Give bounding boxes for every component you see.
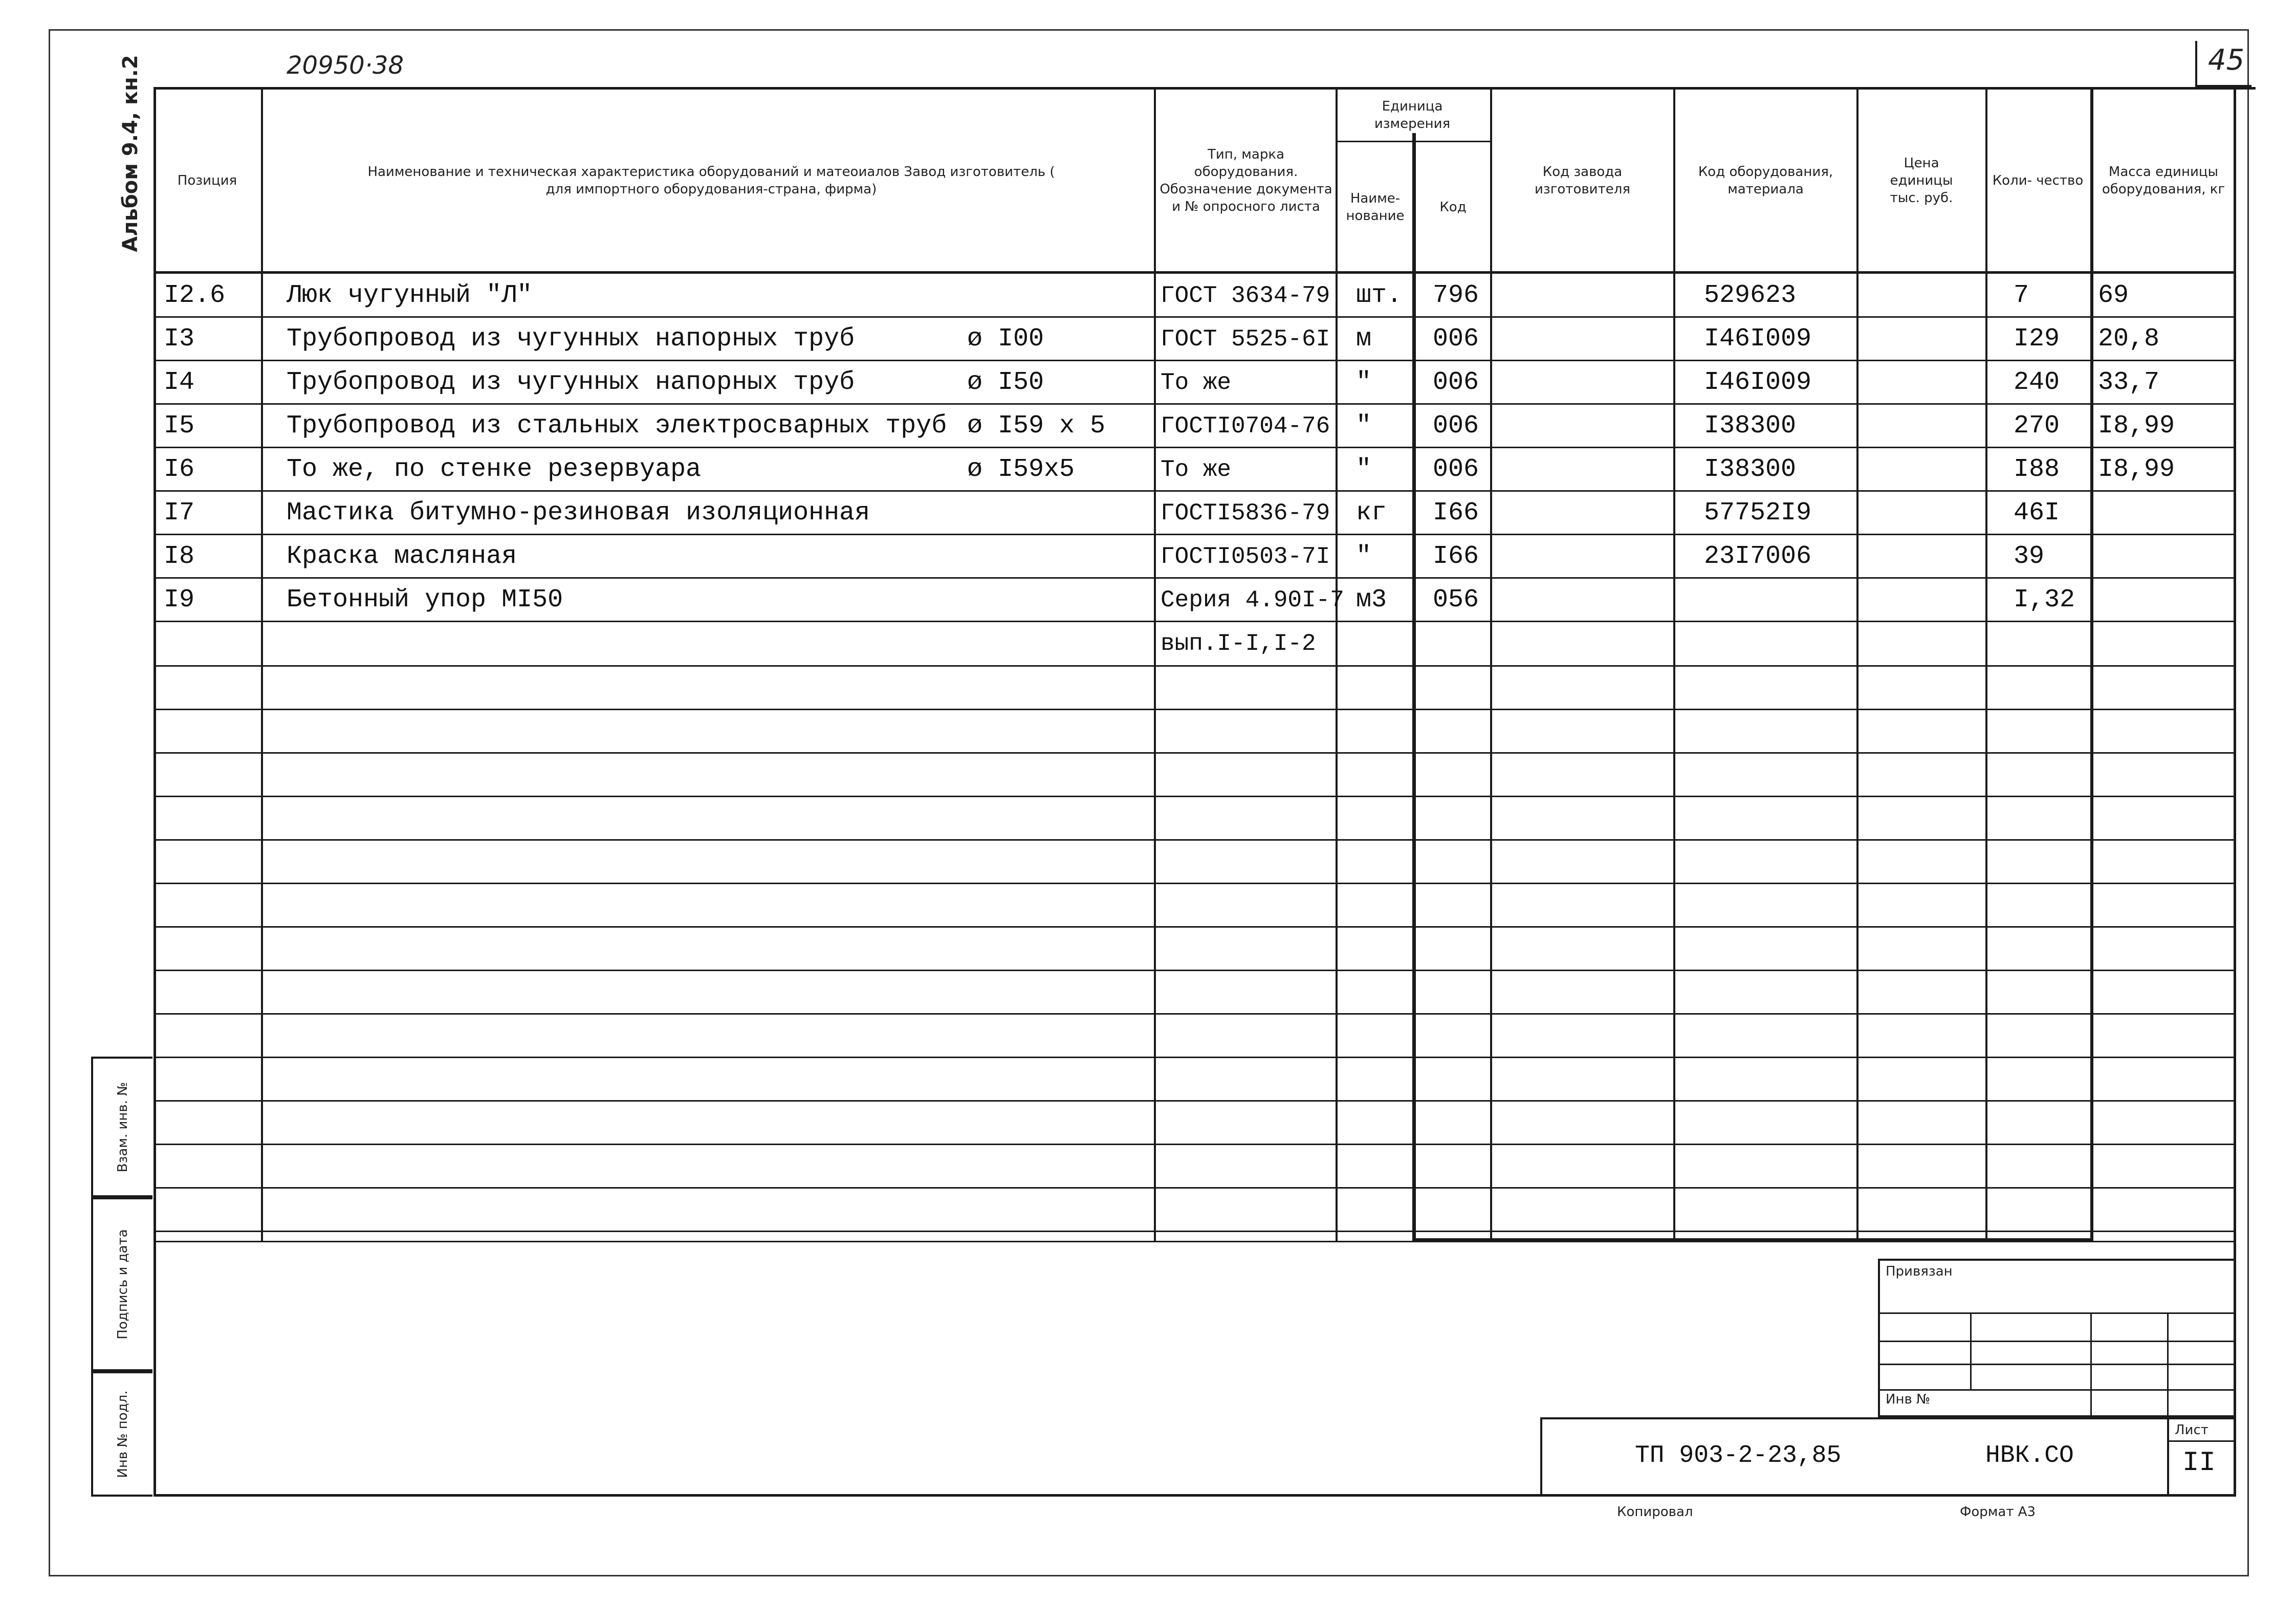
sheet-vline: [2167, 1417, 2169, 1497]
cell-type: ГОСТI0503-7I: [1161, 543, 1330, 570]
col-line-6: [1673, 87, 1675, 1241]
cell-mass: I8,99: [2098, 411, 2175, 441]
cell-type: ГОСТI5836-79: [1161, 500, 1330, 527]
cell-position: I3: [164, 324, 195, 354]
cell-unit: ": [1356, 411, 1372, 441]
cell-unit: шт.: [1356, 281, 1403, 310]
cell-equipment-code: I46I009: [1704, 368, 1812, 397]
cell-type: ГОСТI0704-76: [1161, 413, 1330, 440]
format-label: Формат А3: [1960, 1504, 2036, 1520]
cell-unit: ": [1356, 542, 1372, 571]
privyazan-rule-3: [1878, 1364, 2236, 1365]
col-header-unit-group: Единица измерения: [1374, 99, 1451, 131]
header-bottom-rule: [154, 271, 2236, 274]
col-header-factory-code: Код завода изготовителя: [1535, 164, 1630, 197]
cell-unit-code: I66: [1433, 498, 1479, 528]
page-number: 45: [2208, 43, 2245, 77]
row-rule: [154, 1057, 2236, 1058]
cell-unit-code: I66: [1433, 542, 1479, 571]
cell-type: вып.I-I,I-2: [1161, 630, 1316, 657]
cell-unit-code: 006: [1433, 324, 1479, 354]
cell-quantity: 46I: [2014, 498, 2060, 528]
row-rule: [154, 1144, 2236, 1145]
row-rule: [154, 403, 2236, 405]
col-line-1: [261, 87, 263, 1241]
stamp-inv-podl: Инв № подл.: [91, 1371, 152, 1497]
row-rule: [154, 1100, 2236, 1102]
cell-diameter: ø I00: [967, 324, 1044, 354]
cell-quantity: 270: [2014, 411, 2060, 441]
cell-position: I4: [164, 368, 195, 397]
cell-unit: м: [1356, 324, 1372, 354]
cell-unit: ": [1356, 455, 1372, 484]
cell-mass: I8,99: [2098, 455, 2175, 484]
row-rule: [154, 839, 2236, 841]
privyazan-label: Привязан: [1886, 1264, 1953, 1279]
sheet-number: II: [2182, 1448, 2216, 1479]
row-rule: [154, 360, 2236, 361]
album-label: Альбом 9.4, кн.2: [119, 55, 142, 252]
col-line-7: [1856, 87, 1858, 1241]
cell-type: То же: [1161, 456, 1232, 483]
cell-position: I6: [164, 455, 195, 484]
row-rule: [154, 796, 2236, 797]
row-rule: [154, 752, 2236, 754]
cell-type: То же: [1161, 369, 1232, 396]
cell-name: Краска масляная: [287, 542, 517, 571]
project-number: ТП 903-2-23,85: [1635, 1442, 1842, 1470]
sheet-hline: [2167, 1440, 2236, 1442]
cell-unit: м3: [1356, 585, 1387, 615]
privyazan-vline-1: [1970, 1312, 1972, 1389]
cell-equipment-code: 57752I9: [1704, 498, 1812, 528]
row-rule: [154, 534, 2236, 535]
cell-diameter: ø I50: [967, 368, 1044, 397]
cell-unit-code: 006: [1433, 368, 1479, 397]
cell-position: I2.6: [164, 281, 226, 310]
row-rule: [154, 1231, 2236, 1232]
cell-equipment-code: 23I7006: [1704, 542, 1812, 571]
cell-name: Трубопровод из чугунных напорных труб: [287, 368, 855, 397]
cell-name: Мастика битумно-резиновая изоляционная: [287, 498, 870, 528]
row-rule: [154, 577, 2236, 579]
cell-mass: 20,8: [2098, 324, 2160, 354]
unit-header-rule: [1337, 141, 1491, 142]
col-line-4: [1412, 133, 1416, 1241]
col-header-unit-name: Наиме- нование: [1346, 191, 1405, 224]
copied-label: Копировал: [1617, 1504, 1693, 1520]
cell-position: I8: [164, 542, 195, 571]
col-header-price: Цена единицы тыс. руб.: [1890, 155, 1953, 206]
cell-unit-code: 796: [1433, 281, 1479, 310]
col-header-type: Тип, марка оборудования. Обозначение документа и № опросного листа: [1160, 146, 1332, 214]
privyazan-rule-4: [1878, 1389, 2236, 1391]
row-rule: [154, 316, 2236, 318]
col-line-2: [1154, 87, 1156, 1241]
cell-diameter: ø I59x5: [967, 455, 1075, 484]
cell-equipment-code: I46I009: [1704, 324, 1812, 354]
cell-equipment-code: I38300: [1704, 455, 1797, 484]
row-rule: [154, 490, 2236, 492]
cell-quantity: I,32: [2014, 585, 2075, 615]
cell-mass: 69: [2098, 281, 2129, 310]
privyazan-rule-1: [1878, 1312, 2236, 1314]
cell-unit-code: 006: [1433, 455, 1479, 484]
col-line-9: [2090, 87, 2093, 1241]
row-rule: [154, 665, 2236, 667]
cell-unit-code: 006: [1433, 411, 1479, 441]
col-header-position: Позиция: [177, 172, 237, 188]
row-rule: [154, 447, 2236, 448]
cell-name: Трубопровод из стальных электросварных труб: [287, 411, 947, 441]
cell-type: ГОСТ 5525-6I: [1161, 326, 1330, 353]
stamp-podpis: Подпись и дата: [91, 1197, 152, 1371]
col-line-8: [1985, 87, 1987, 1241]
row-rule: [154, 970, 2236, 971]
privyazan-vline-2: [2090, 1312, 2092, 1417]
col-header-unit-code: Код: [1439, 200, 1467, 215]
cell-quantity: 7: [2014, 281, 2029, 310]
row-rule: [154, 1187, 2236, 1189]
doc-code: 20950·38: [287, 51, 404, 80]
cell-diameter: ø I59 x 5: [967, 411, 1106, 441]
col-line-5: [1490, 87, 1492, 1241]
cell-quantity: I29: [2014, 324, 2060, 354]
cell-type: Серия 4.90I-7: [1161, 587, 1344, 613]
cell-position: I9: [164, 585, 195, 615]
cell-quantity: 240: [2014, 368, 2060, 397]
row-rule: [154, 883, 2236, 884]
sheet-label: Лист: [2175, 1422, 2208, 1438]
cell-name: Люк чугунный "Л": [287, 281, 533, 310]
document-mark: НВК.СО: [1985, 1442, 2074, 1470]
privyazan-rule-2: [1878, 1341, 2236, 1342]
row-rule: [154, 621, 2236, 622]
cell-equipment-code: I38300: [1704, 411, 1797, 441]
cell-quantity: 39: [2014, 542, 2045, 571]
cell-name: Бетонный упор МI50: [287, 585, 563, 615]
cell-equipment-code: 529623: [1704, 281, 1797, 310]
cell-position: I7: [164, 498, 195, 528]
col-header-mass: Масса единицы оборудования, кг: [2102, 164, 2225, 197]
cell-name: Трубопровод из чугунных напорных труб: [287, 324, 855, 354]
inv-no-label: Инв №: [1886, 1392, 1931, 1407]
privyazan-vline-3: [2167, 1312, 2169, 1417]
cell-mass: 33,7: [2098, 368, 2160, 397]
notes-rule: [154, 1241, 2236, 1242]
cell-quantity: I88: [2014, 455, 2060, 484]
cell-type: ГОСТ 3634-79: [1161, 282, 1330, 309]
privyazan-box: [1878, 1259, 2236, 1417]
cell-unit: ": [1356, 368, 1372, 397]
row-rule: [154, 1013, 2236, 1015]
col-line-3: [1336, 87, 1338, 1241]
cell-unit: кг: [1356, 498, 1387, 528]
row-rule: [154, 926, 2236, 928]
col-header-name: Наименование и техническая характеристика оборудований и матеоиалов Завод изготовитель ( для импортного оборудования-страна, фирма): [367, 164, 1055, 197]
row-rule: [154, 709, 2236, 710]
stamp-vzam: Взам. инв. №: [91, 1057, 152, 1197]
col-header-equipment-code: Код оборудования, материала: [1698, 164, 1833, 197]
cell-unit-code: 056: [1433, 585, 1479, 615]
cell-name: То же, по стенке резервуара: [287, 455, 702, 484]
cell-position: I5: [164, 411, 195, 441]
col-header-quantity: Коли- чество: [1992, 172, 2084, 188]
